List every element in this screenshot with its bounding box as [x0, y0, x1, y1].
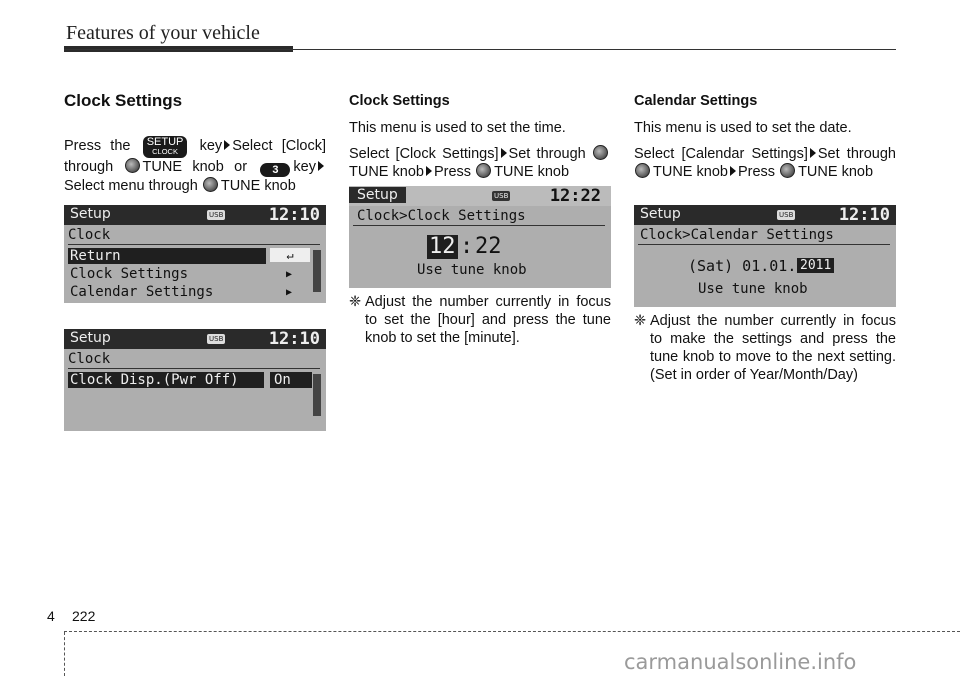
screen-title: Setup [640, 206, 681, 222]
screen-time: 12:10 [268, 205, 320, 225]
screen-title: Setup [70, 206, 111, 222]
arrow-right-icon [730, 166, 736, 176]
header-rule [64, 49, 896, 50]
note-text: Adjust the number currently in focus to set the [hour] and press the tune knob to set the [minute]. [365, 294, 611, 346]
screen-calendar-settings [634, 205, 896, 307]
usb-icon: USB [494, 192, 509, 200]
menu-item-calendar-settings[interactable]: Calendar Settings [70, 284, 214, 300]
page-number: 222 [72, 608, 96, 624]
arrow-right-icon [224, 140, 230, 150]
header-title: Features of your vehicle [66, 22, 260, 44]
menu-title: Clock [68, 227, 111, 243]
note-mark: ❈ [634, 313, 647, 329]
back-icon: ↵ [270, 248, 310, 262]
usb-icon: USB [779, 211, 794, 219]
tune-knob-icon [593, 145, 608, 160]
tune-knob-icon [476, 163, 491, 178]
setup-clock-key-icon: SETUP CLOCK [143, 136, 188, 158]
instruction-paragraph: Select [Clock Settings] Set through TUNE knob Press TUNE knob [349, 145, 611, 181]
menu-title: Clock>Clock Settings [357, 208, 526, 224]
tune-knob-icon [780, 163, 795, 178]
arrow-right-icon [318, 161, 324, 171]
tune-knob-icon [125, 158, 140, 173]
section-heading: Calendar Settings [634, 93, 758, 109]
menu-item-return[interactable]: Return [68, 248, 266, 264]
menu-title: Clock>Calendar Settings [640, 227, 834, 243]
screen-clock-display [64, 329, 326, 431]
tune-knob-icon [203, 177, 218, 192]
scrollbar[interactable] [313, 250, 321, 292]
arrow-right-icon [810, 148, 816, 158]
number-key-icon: 3 [260, 163, 290, 177]
scrollbar[interactable] [313, 374, 321, 416]
watermark: carmanualsonline.info [624, 650, 857, 674]
screen-title: Setup [349, 187, 406, 203]
section-heading: Clock Settings [349, 93, 450, 109]
screen-time: 12:10 [838, 205, 890, 225]
screen-clock-settings [349, 186, 611, 288]
footer-divider [64, 632, 65, 676]
usb-icon: USB [209, 335, 224, 343]
screen-time: 12:10 [268, 329, 320, 349]
tune-knob-icon [635, 163, 650, 178]
arrow-right-icon [501, 148, 507, 158]
hour-field[interactable]: 12 [429, 234, 456, 259]
screen-title: Setup [70, 330, 111, 346]
menu-title: Clock [68, 351, 111, 367]
footer-rule [64, 631, 960, 632]
screen-clock-menu [64, 205, 326, 303]
note-mark: ❈ [349, 294, 362, 310]
instruction-paragraph: Select [Calendar Settings] Set through TUNE knob Press TUNE knob [634, 146, 896, 180]
section-heading: Clock Settings [64, 91, 183, 110]
note-calendar [634, 312, 896, 384]
note-clock [349, 293, 611, 347]
column-clock-settings [349, 92, 611, 189]
hint-text: Use tune knob [698, 281, 808, 297]
menu-item-clock-display[interactable]: Clock Disp.(Pwr Off) [68, 372, 264, 388]
chevron-right-icon: ▶ [286, 269, 293, 280]
time-colon: : [460, 234, 474, 259]
menu-item-clock-settings[interactable]: Clock Settings [70, 266, 189, 282]
date-field[interactable]: (Sat) 01.01. [688, 257, 797, 275]
clock-display-value[interactable]: On [270, 372, 312, 388]
note-text: Adjust the number currently in focus to make the settings and press the tune knob to move to the next setting. (Set in order of Year/Month/Day) [650, 313, 896, 383]
description: This menu is used to set the date. [634, 120, 852, 136]
description: This menu is used to set the time. [349, 120, 566, 136]
intro-paragraph: Press the SETUP CLOCK key Select [Clock] through TUNE knob or 3 key Select menu through TUNE knob [64, 136, 327, 194]
usb-icon: USB [209, 211, 224, 219]
chevron-right-icon: ▶ [286, 287, 293, 298]
minute-field[interactable]: 22 [475, 234, 502, 259]
column-clock-intro [64, 92, 326, 203]
screen-time: 12:22 [549, 186, 601, 206]
chapter-number: 4 [47, 608, 55, 624]
arrow-right-icon [426, 166, 432, 176]
hint-text: Use tune knob [417, 262, 527, 278]
column-calendar-settings [634, 92, 896, 189]
year-field[interactable]: 2011 [797, 258, 834, 273]
